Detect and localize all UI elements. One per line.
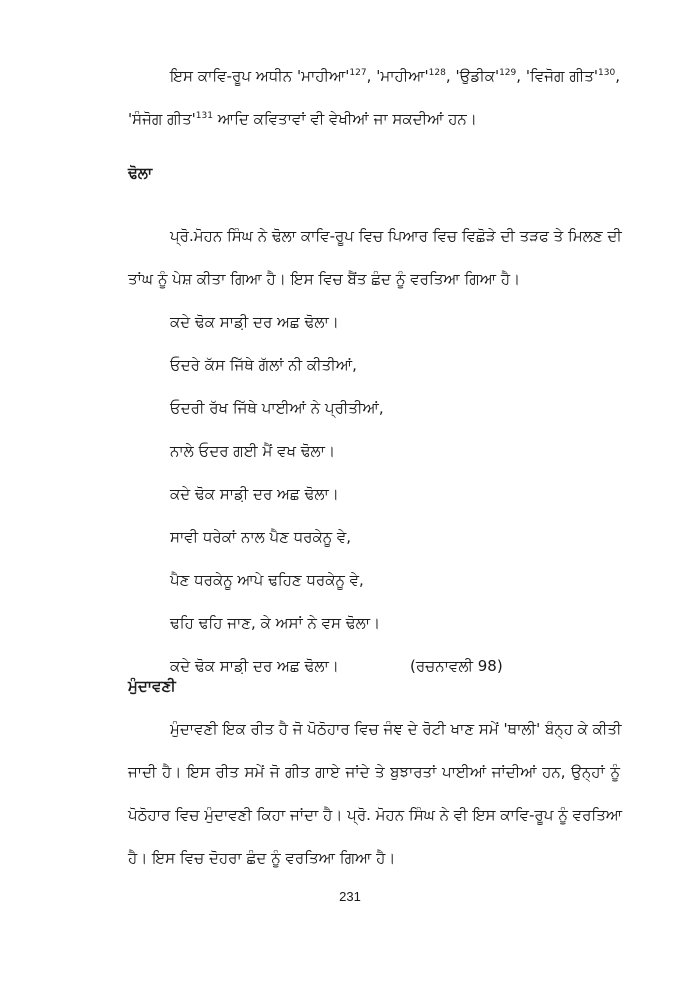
footnote-ref[interactable]: 130	[598, 68, 616, 78]
quoted-term: 'ਉਡੀਕ'	[455, 67, 500, 85]
citation: (ਰਚਨਾਵਲੀ 98)	[410, 657, 503, 675]
page-number: 231	[339, 889, 361, 904]
verse-line: ਓਦਰੀ ਰੱਖ ਜਿੱਥੇ ਪਾਈਆਂ ਨੇ ਪ੍ਰੀਤੀਆਂ,	[170, 399, 384, 417]
paragraph-line: ਹੈ। ਇਸ ਵਿਚ ਦੋਹਰਾ ਛੰਦ ਨੂੰ ਵਰਤਿਆ ਗਿਆ ਹੈ।	[128, 849, 396, 867]
intro-line-2	[128, 109, 620, 129]
paragraph-line: ਮੁੰਦਾਵਣੀ ਇਕ ਰੀਤ ਹੈ ਜੋ ਪੋਠੋਹਾਰ ਵਿਚ ਜੰਞ ਦੇ ਰੋਟੀ ਖਾਣ ਸਮੇਂ 'ਥਾਲੀ' ਬੰਨ੍ਹ ਕੇ ਕੀਤੀ	[170, 720, 622, 738]
verse-line: ਓਦਰੇ ਕੱਸ ਜਿੱਥੇ ਗੱਲਾਂ ਨੀ ਕੀਤੀਆਂ,	[170, 356, 357, 374]
footnote-ref[interactable]: 127	[349, 68, 367, 78]
verse-line: ਕਦੇ ਢੋਕ ਸਾਡ਼ੀ ਦਰ ਅਛ ਢੋਲਾ।	[170, 313, 339, 331]
section-heading-mundavni: ਮੁੰਦਾਵਣੀ	[128, 677, 176, 695]
verse-line: ਢਹਿ ਢਹਿ ਜਾਣ, ਕੇ ਅਸਾਂ ਨੇ ਵਸ ਢੋਲਾ।	[170, 614, 381, 632]
quoted-term: 'ਸੰਜੋਗ ਗੀਤ'	[128, 110, 196, 128]
verse-line: ਕਦੇ ਢੋਕ ਸਾਡ਼ੀ ਦਰ ਅਛ ਢੋਲਾ।	[170, 485, 339, 503]
verse-line: ਕਦੇ ਢੋਕ ਸਾਡ਼ੀ ਦਰ ਅਛ ਢੋਲਾ।	[170, 657, 339, 675]
quoted-term: 'ਮਾਹੀਆ'	[376, 67, 429, 85]
footnote-ref[interactable]: 128	[428, 68, 446, 78]
quoted-term: 'ਵਿਜੋਗ ਗੀਤ'	[525, 67, 599, 85]
paragraph-line: ਜਾਦੀ ਹੈ। ਇਸ ਰੀਤ ਸਮੇਂ ਜੋ ਗੀਤ ਗਾਏ ਜਾਂਦੇ ਤੇ ਬੁਝਾਰਤਾਂ ਪਾਈਆਂ ਜਾਂਦੀਆਂ ਹਨ, ਉਨ੍ਹਾਂ ਨੂੰ	[128, 763, 620, 781]
quoted-term: 'ਮਾਹੀਆ'	[296, 67, 350, 85]
paragraph-line: ਤਾਂਘ ਨੂੰ ਪੇਸ਼ ਕੀਤਾ ਗਿਆ ਹੈ। ਇਸ ਵਿਚ ਬੈਂਤ ਛੰਦ ਨੂੰ ਵਰਤਿਆ ਗਿਆ ਹੈ।	[128, 270, 521, 288]
footnote-ref[interactable]: 129	[499, 68, 517, 78]
paragraph-line: ਪ੍ਰੋ.ਮੋਹਨ ਸਿੰਘ ਨੇ ਢੋਲਾ ਕਾਵਿ-ਰੂਪ ਵਿਚ ਪਿਆਰ ਵਿਚ ਵਿਛੋੜੇ ਦੀ ਤੜਫ ਤੇ ਮਿਲਣ ਦੀ	[170, 227, 622, 245]
verse-line: ਪੈਣ ਧਰਕੇਨੂ ਆਪੇ ਢਹਿਣ ਧਰਕੇਨੂ ਵੇ,	[170, 571, 364, 589]
verse-line: ਸਾਵੀ ਧਰੇਕਾਂ ਨਾਲ ਪੈਣ ਧਰਕੇਨੂ ਵੇ,	[170, 528, 352, 546]
paragraph-line: ਪੋਠੋਹਾਰ ਵਿਚ ਮੁੰਦਾਵਣੀ ਕਿਹਾ ਜਾਂਦਾ ਹੈ। ਪ੍ਰੋ. ਮੋਹਨ ਸਿੰਘ ਨੇ ਵੀ ਇਸ ਕਾਵਿ-ਰੂਪ ਨੂੰ ਵਰਤਿਆ	[128, 806, 623, 824]
verse-line: ਨਾਲੇ ਓਦਰ ਗਈ ਮੈਂ ਵਖ ਢੋਲਾ।	[170, 442, 336, 460]
intro-text: ਇਸ ਕਾਵਿ-ਰੂਪ ਅਧੀਨ	[170, 67, 297, 85]
footnote-ref[interactable]: 131	[195, 111, 213, 121]
intro-text: ਆਦਿ ਕਵਿਤਾਵਾਂ ਵੀ ਵੇਖੀਆਂ ਜਾ ਸਕਦੀਆਂ ਹਨ।	[212, 110, 477, 128]
intro-line-1: ਇਸ ਕਾਵਿ-ਰੂਪ ਅਧੀਨ '$ਮਾਹੀਆ'^{127}$, '$ਮਾਹੀਆ'^{128}$, '$ਉਡੀਕ'^{129}$, 'ਵਿਜੋਗ $ਗੀਤ'^{130}$,	[170, 67, 620, 85]
section-heading-dhola: ਢੋਲਾ	[128, 164, 153, 182]
